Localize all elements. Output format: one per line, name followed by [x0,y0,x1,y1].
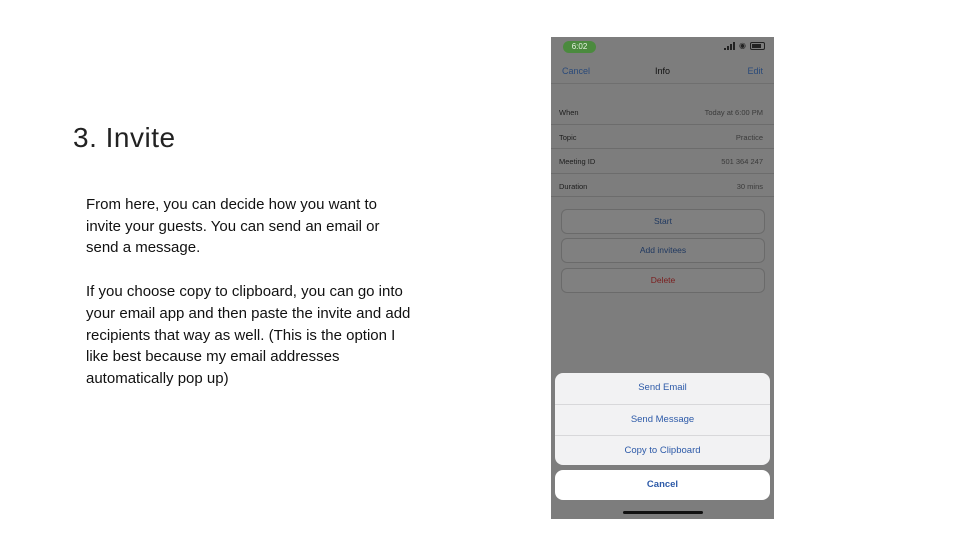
start-button[interactable]: Start [561,209,765,234]
info-label: When [559,108,579,117]
send-message-option[interactable]: Send Message [555,405,770,437]
info-row-duration [551,174,774,198]
sheet-cancel-button[interactable]: Cancel [555,470,770,500]
info-label: Meeting ID [559,157,596,166]
divider [551,196,774,197]
nav-cancel-button[interactable]: Cancel [562,66,591,76]
send-email-option[interactable]: Send Email [555,373,770,405]
info-value: Practice [735,132,763,142]
nav-edit-button[interactable]: Edit [747,66,763,76]
copy-to-clipboard-option[interactable]: Copy to Clipboard [624,445,701,457]
info-row-when [551,100,774,125]
info-label: Duration [559,181,588,191]
battery-icon [750,42,765,50]
slide-body [86,194,416,412]
slide-paragraph: If you choose copy to clipboard, you can go into your email app and then paste the invite and add recipients that way as well. (This is the option I like best because my email addresses automatically pop up) [86,283,411,387]
slide-title: 3. Invite [73,122,176,153]
info-label: Topic [559,132,577,142]
status-icons [724,42,765,50]
signal-icon [724,42,735,50]
meeting-info-list [551,100,774,197]
phone-screenshot [551,37,774,519]
wifi-icon: ◉ [739,41,746,50]
status-time: 6:02 [563,41,596,53]
status-bar [551,37,774,57]
add-invitees-button[interactable]: Add invitees [561,238,765,263]
info-value: 501 364 247 [721,157,763,166]
action-sheet [555,373,770,465]
delete-button[interactable]: Delete [561,268,765,293]
nav-title: Info [654,66,670,76]
info-value: Today at 6:00 PM [704,108,763,117]
info-row-topic [551,125,774,150]
home-indicator[interactable] [623,511,703,514]
slide-paragraph: From here, you can decide how you want to invite your guests. You can send an email or send a message. [86,196,380,257]
nav-bar [551,57,774,84]
info-row-meeting-id [551,149,774,174]
info-value: 30 mins [736,181,763,191]
